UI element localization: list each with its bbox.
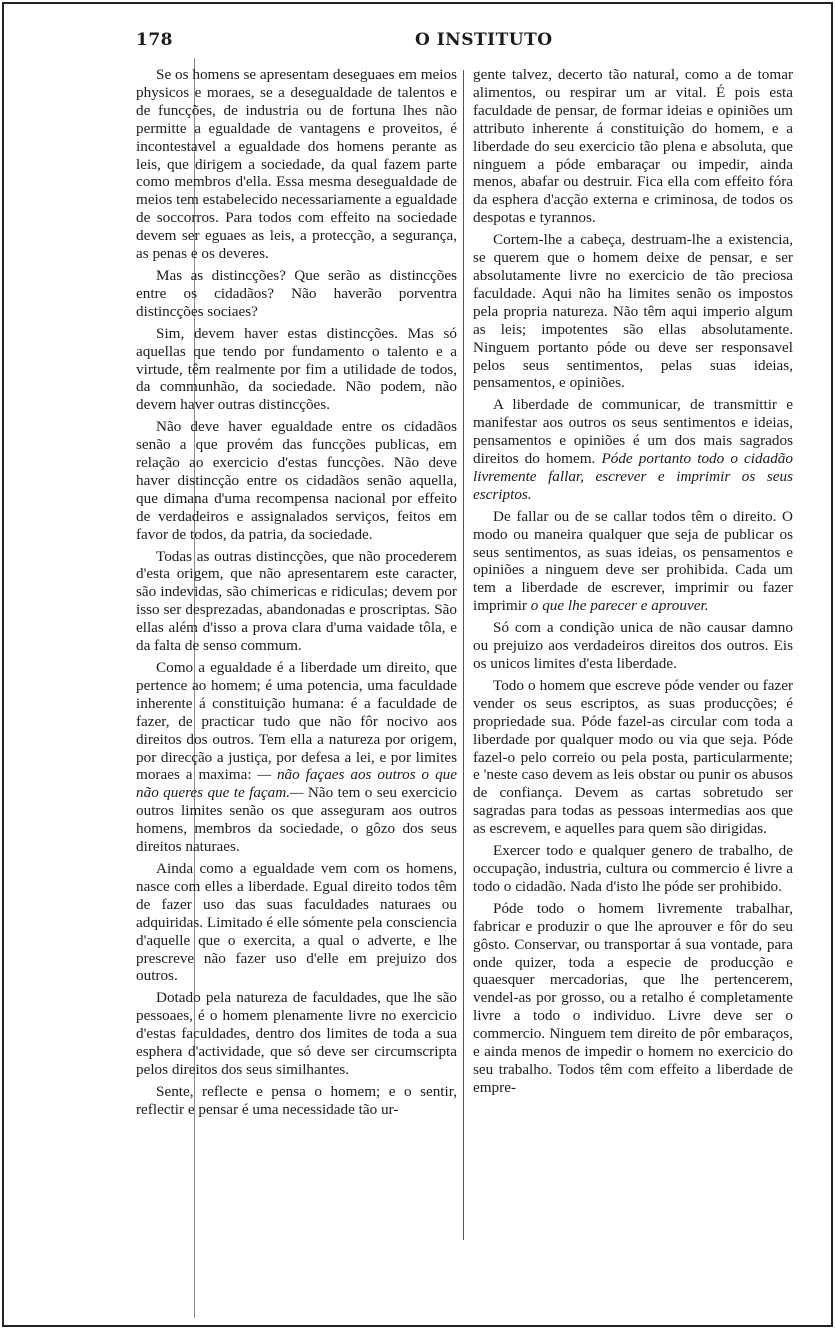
- paragraph: Cortem-lhe a cabeça, destruam-lhe a existencia, se querem que o homem deixe de pensar, e ser absolutamente livre no exercicio de tão preciosa faculdade. Aqui não ha limites senão os impostos pela propria natureza. Não têm aqui imperio algum as leis; impotentes são ellas absolutamente. Ninguem portanto póde ou deve ser responsavel pelos seus sentimentos, pelas suas ideias, pensamentos, e opiniões.: [473, 231, 793, 392]
- paragraph-with-italic: [473, 396, 793, 503]
- paragraph: Sente, reflecte e pensa o homem; e o sentir, reflectir e pensar é uma necessidade tão ur-: [136, 1082, 457, 1118]
- paragraph: Todo o homem que escreve póde vender ou fazer vender os seus escriptos, as suas producções; é propriedade sua. Póde fazel-as circular com toda a liberdade por qualquer modo ou via que seja. Póde fazel-o pelo correio ou pela posta, particularmente; e 'neste caso devem as leis obstar ou punir os abusos de confiança. Devem as cartas sobretudo ser sagradas para todas as pessoas intermedias aos que as escrevem, e aquelles para quem são dirigidas.: [473, 676, 793, 838]
- paragraph: Exercer todo e qualquer genero de trabalho, de occupação, industria, cultura ou commercio é livre a todo o cidadão. Nada d'isto lhe póde ser prohibido.: [473, 842, 793, 895]
- right-column: [473, 66, 793, 1101]
- column-divider: [463, 70, 464, 1240]
- paragraph: Mas as distincções? Que serão as distincções entre os cidadãos? Não haverão porventra distincções sociaes?: [136, 266, 457, 320]
- paragraph: Dotado pela natureza de faculdades, que lhe são pessoaes, é o homem plenamente livre no exercicio d'estas faculdades, dentro dos limites de toda a sua esphera d'actividade, que só deve ser circumscripta pelos direitos dos seus similhantes.: [136, 989, 457, 1078]
- paragraph-text: Não tem o seu exercicio outros limites senão os que asseguram aos outros homens, membros da sociedade, o gôzo dos seus direitos naturaes.: [136, 784, 457, 856]
- italic-phrase: o que lhe parecer e aprouver.: [530, 597, 709, 615]
- paragraph: Não deve haver egualdade entre os cidadãos senão a que provém das funcções publicas, em relação ao exercicio d'estas funcções. Não deve haver distincção entre os cidadãos senão aquella, que dimana d'uma recompensa nacional por effeito de verdadeiros e assignalados serviços, feitos em favor de todos, da patria, da sociedade.: [136, 418, 457, 543]
- paragraph-continued: gente talvez, decerto tão natural, como a de tomar alimentos, ou respirar um ar vital. É pois esta faculdade de pensar, de formar ideias e opiniões um attributo inherente á constituição do homem, e a liberdade do seu exercicio tão plena e absoluta, que ninguem a póde embaraçar ou impedir, ainda menos, abafar ou destruir. Fica ella com effeito fóra da esphera d'acção externa e criminosa, de todos os despotas e tyrannos.: [473, 66, 793, 227]
- paragraph-with-italic: [473, 508, 793, 615]
- paragraph-text: A liberdade de communicar, de transmittir e manifestar aos outros os seus sentimentos e ideias, pensamentos e opiniões é um dos mais sagrados direitos do homem.: [473, 396, 793, 468]
- paragraph: Sim, devem haver estas distincções. Mas só aquellas que tendo por fundamento o talento e a virtude, têm realmente por fim a utilidade de todos, da communhão, da sociedade. Não podem, não devem haver outras distincções.: [136, 324, 457, 414]
- running-head: O INSTITUTO: [415, 30, 553, 50]
- paragraph-text: De fallar ou de se callar todos têm o direito. O modo ou maneira qualquer que seja de publicar os seus sentimentos, as suas ideias, os pensamentos e opiniões a ninguem deve ser prohibida. Cada um tem a liberdade de escrever, imprimir ou fazer imprimir: [473, 507, 793, 615]
- italic-phrase: Póde portanto todo o cidadão livremente fallar, escrever e imprimir os seus escriptos.: [473, 450, 793, 503]
- paragraph: Póde todo o homem livremente trabalhar, fabricar e produzir o que lhe aprouver e fôr do seu gôsto. Conservar, ou transportar á sua vontade, para onde quizer, toda a especie de producção e quaesquer mercadorias, que lhe pertencerem, vendel-as por grosso, ou a retalho é completamente livre a todo o individuo. Livre deve ser o commercio. Ninguem tem direito de pôr embaraços, e ainda menos de impedir o homem no exercicio do seu trabalho. Todos têm com effeito a liberdade de empre-: [473, 899, 793, 1096]
- paragraph-with-maxim: [136, 659, 457, 856]
- left-column: [136, 66, 457, 1123]
- paragraph: Todas as outras distincções, que não procederem d'esta origem, que não apresentarem este caracter, são indevidas, são chimericas e ridiculas; devem por isso ser desprezadas, abandonadas e proscriptas. São ellas além d'isso a prova clara d'uma vaidade tôla, e da falta de senso commum.: [136, 547, 457, 655]
- maxim-italic: — não façaes aos outros o que não queres que te façam.—: [136, 766, 457, 802]
- page-number: 178: [136, 30, 173, 50]
- paragraph: Ainda como a egualdade vem com os homens, nasce com elles a liberdade. Egual direito todos têm de fazer uso das suas faculdades naturaes ou adquiridas. Limitado é elle sómente pela consciencia d'aquelle que o exercita, a qual o adverte, e lhe prescreve não fazer uso d'elle em prejuizo dos outros.: [136, 859, 457, 985]
- paragraph-text: Como a egualdade é a liberdade um direito, que pertence ao homem; é uma potencia, uma faculdade inherente á constituição humana: é a faculdade de fazer, de practicar tudo que não fôr nocivo aos direitos dos outros. Tem ella a natureza por origem, por direcção a justiça, por defesa a lei, e por limites moraes a maxima:: [136, 659, 457, 784]
- paragraph: Só com a condição unica de não causar damno ou prejuizo aos verdadeiros direitos dos outros. Eis os unicos limites d'esta liberdade.: [473, 619, 793, 672]
- paragraph: Se os homens se apresentam deseguaes em meios physicos e moraes, se a desegualdade de talentos e de funcções, de industria ou de fortuna lhes não permitte a egualdade de vantagens e proveitos, é incontestavel a egualdade dos homens perante as leis, que dirigem a sociedade, da qual fazem parte como membros d'ella. Essa mesma desegualdade de meios tem estabelecido necessariamente a egualdade de soccorros. Para todos com effeito na sociedade devem ser eguaes as leis, a protecção, a segurança, as penas e os deveres.: [136, 66, 457, 263]
